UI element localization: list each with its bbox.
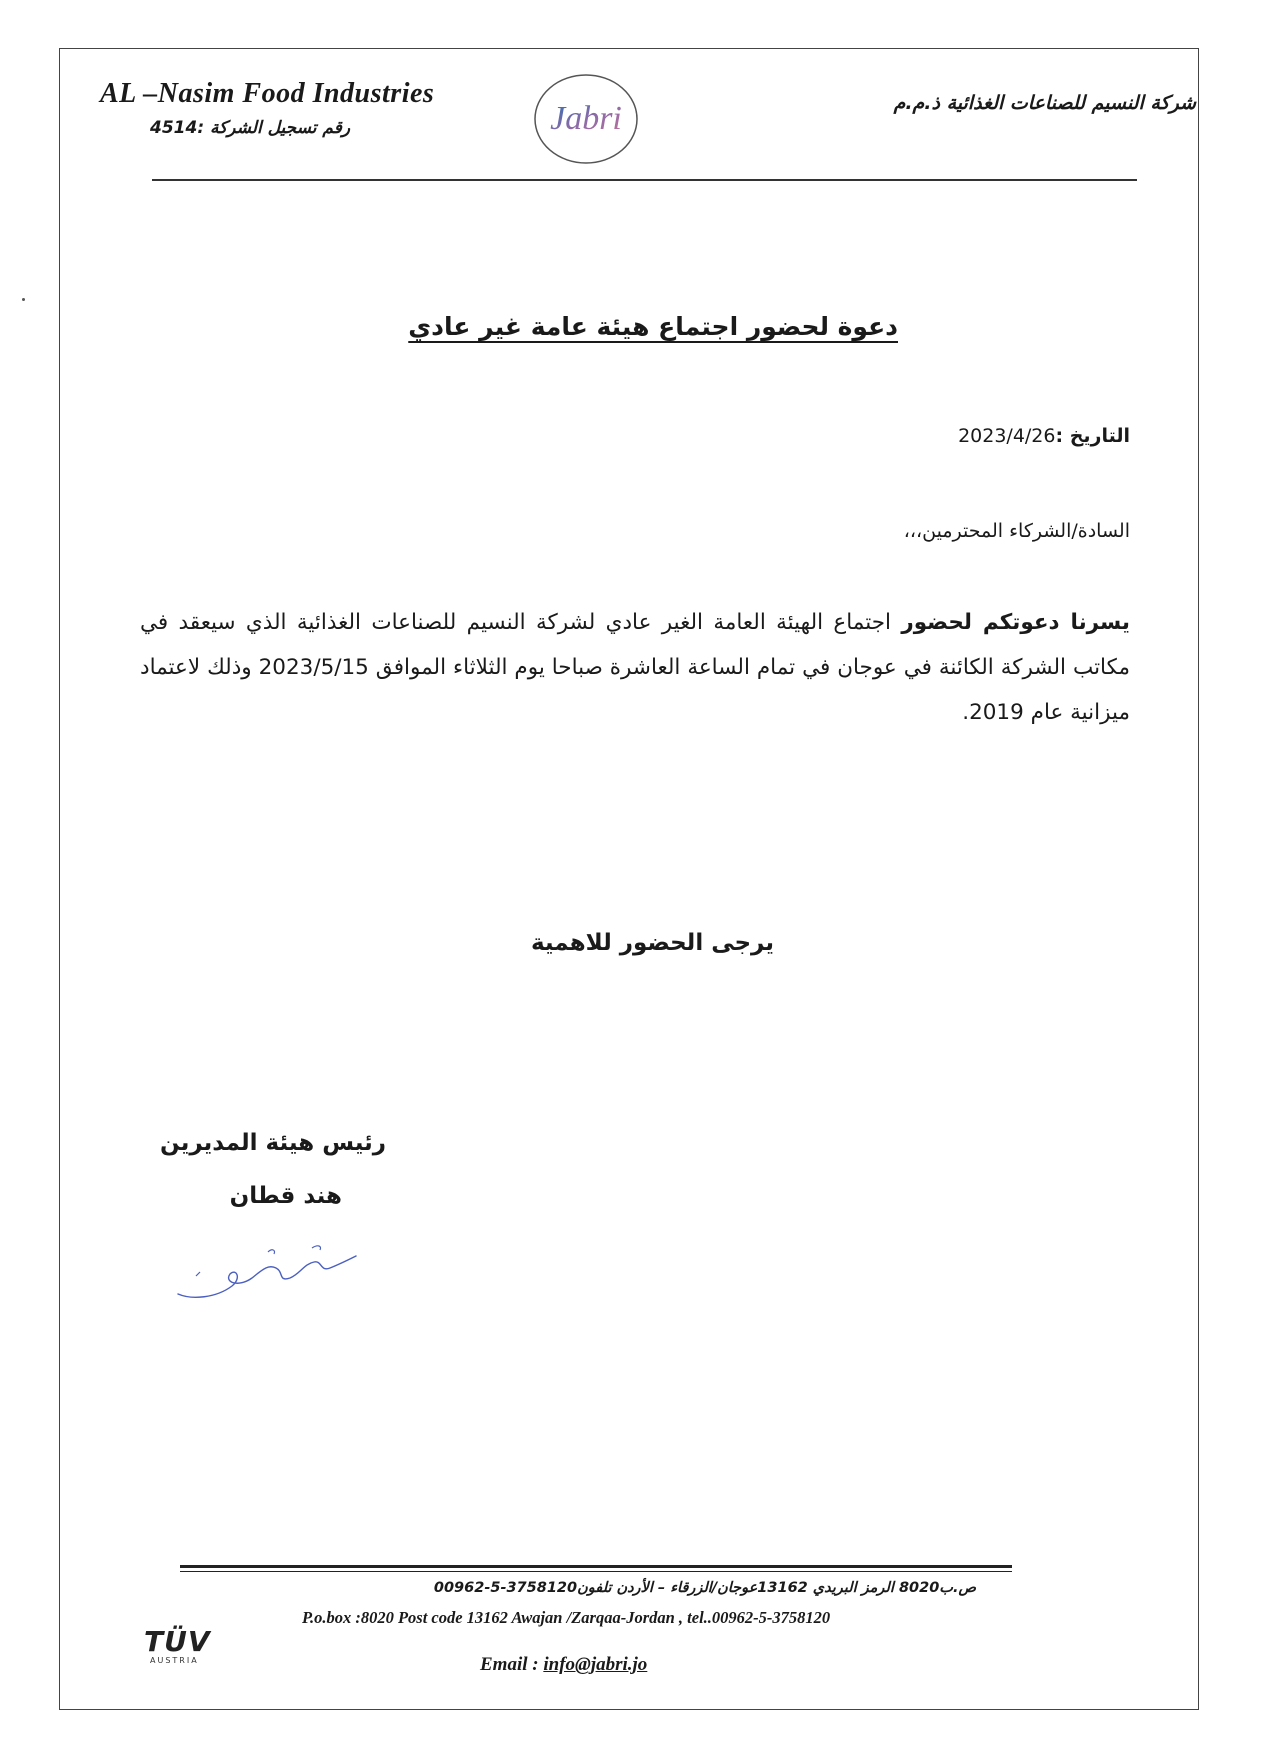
body-lead: يسرنا دعوتكم لحضور <box>901 610 1131 635</box>
registration-number: رقم تسجيل الشركة :4514 <box>150 118 351 138</box>
company-name-english: AL –Nasim Food Industries <box>100 78 435 109</box>
document-title: دعوة لحضور اجتماع هيئة عامة غير عادي <box>408 312 898 341</box>
footer-address-arabic: ص.ب8020 الرمز البريدي 13162عوجان/الزرقاء – الأردن تلفون3758120-5-00962 <box>433 1580 976 1596</box>
invitation-body <box>140 600 1130 735</box>
tuv-austria-logo <box>144 1625 224 1674</box>
closing-note: يرجى الحضور للاهمية <box>530 930 774 956</box>
company-name-arabic: شركة النسيم للصناعات الغذائية ذ.م.م <box>893 92 1196 114</box>
header-divider <box>152 179 1137 181</box>
footer-email <box>480 1654 647 1676</box>
signatory-title: رئيس هيئة المديرين <box>160 1130 386 1156</box>
handwritten-signature <box>172 1238 362 1306</box>
footer-address-english: P.o.box :8020 Post code 13162 Awajan /Zarqaa-Jordan , tel..00962-5-3758120 <box>302 1608 831 1627</box>
scan-speck <box>22 298 25 301</box>
email-label: Email : <box>480 1654 544 1675</box>
logo-text: Jabri <box>550 100 622 137</box>
jabri-logo <box>532 72 640 166</box>
date-line <box>958 425 1130 447</box>
footer-divider-thick <box>180 1565 1012 1568</box>
body-text: اجتماع الهيئة العامة الغير عادي لشركة النسيم للصناعات الغذائية الذي سيعقد في مكاتب الشركة الكائنة في عوجان في تمام الساعة العاشرة صباحا يوم الثلاثاء الموافق 2023/5/15 وذلك لاعتماد ميزانية عام 2019. <box>140 610 1130 725</box>
email-link[interactable]: info@jabri.jo <box>543 1654 648 1675</box>
salutation: السادة/الشركاء المحترمين،،، <box>903 520 1130 542</box>
signatory-name: هند قطان <box>229 1183 342 1209</box>
page-border <box>59 48 1199 1710</box>
footer-divider-thin <box>180 1571 1012 1572</box>
date-value: 2023/4/26 <box>958 425 1056 447</box>
date-label: التاريخ : <box>1055 425 1130 447</box>
tuv-sub: AUSTRIA <box>150 1656 199 1665</box>
tuv-mark: TÜV <box>144 1625 211 1658</box>
